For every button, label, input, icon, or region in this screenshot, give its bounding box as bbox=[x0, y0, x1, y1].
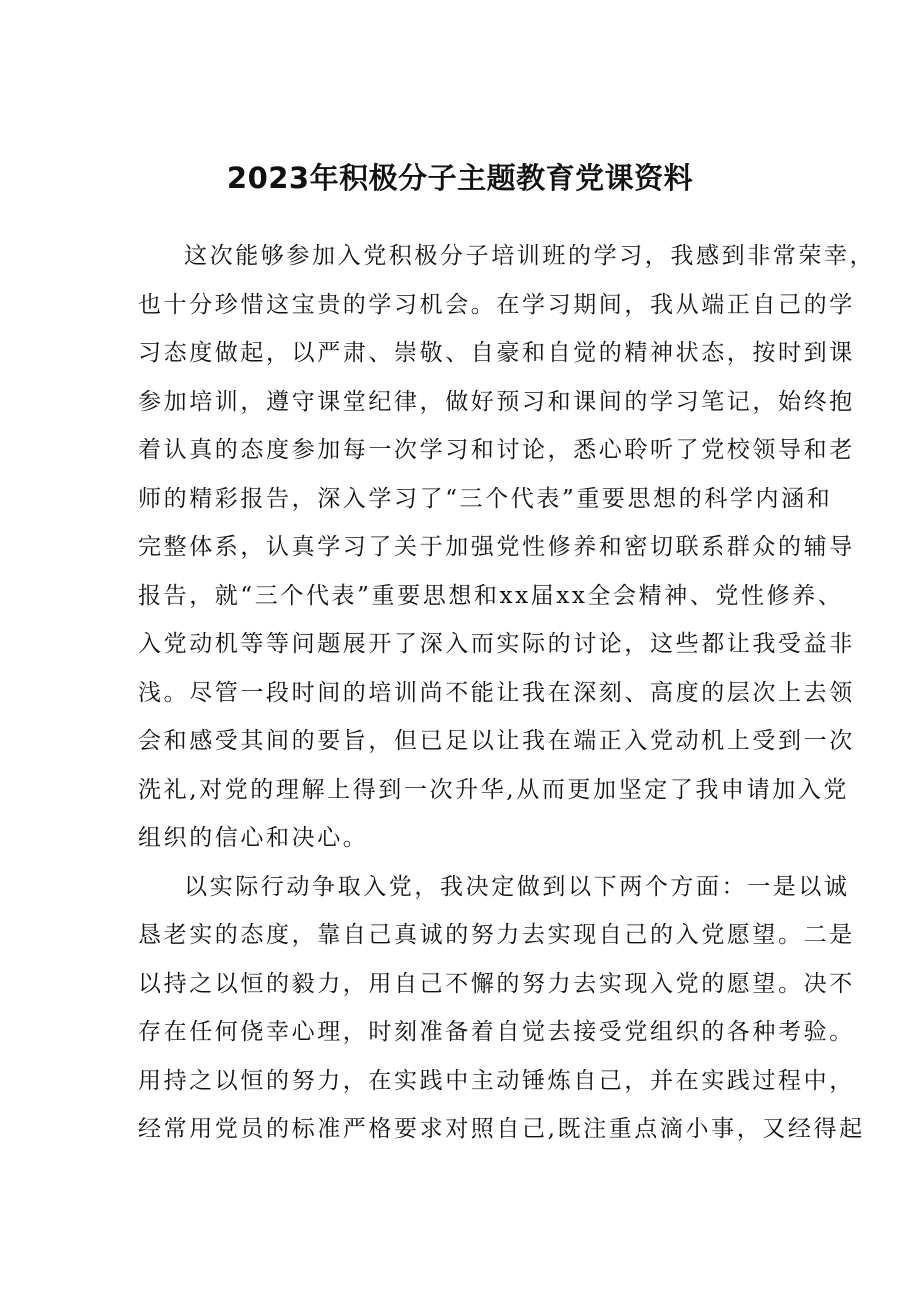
document-title: 2023年积极分子主题教育党课资料 bbox=[226, 161, 694, 195]
text-line: 师的精彩报告，深入学习了“三个代表”重要思想的科学内涵和 bbox=[138, 485, 833, 512]
text-line: 参加培训，遵守课堂纪律，做好预习和课间的学习笔记，始终抱 bbox=[138, 388, 855, 415]
text-line: 恳老实的态度，靠自己真诚的努力去实现自己的入党愿望。二是 bbox=[138, 922, 855, 948]
text-line: 习态度做起，以严肃、崇敬、自豪和自觉的精神状态，按时到课 bbox=[138, 340, 855, 366]
text-line: 这次能够参加入党积极分子培训班的学习，我感到非常荣幸， bbox=[184, 243, 876, 269]
paragraph-2 bbox=[138, 863, 865, 1154]
text-line: 用持之以恒的努力，在实践中主动锤炼自己，并在实践过程中， bbox=[138, 1067, 855, 1094]
text-line: 组织的信心和决心。 bbox=[138, 825, 369, 851]
text-line: 报告，就“三个代表”重要思想和xx届xx全会精神、党性修养、 bbox=[138, 582, 844, 609]
text-line: 也十分珍惜这宝贵的学习机会。在学习期间，我从端正自己的学 bbox=[138, 291, 855, 318]
text-line: 浅。尽管一段时间的培训尚不能让我在深刻、高度的层次上去领 bbox=[138, 679, 855, 706]
text-line: 着认真的态度参加每一次学习和讨论，悉心聆听了党校领导和老 bbox=[138, 437, 855, 463]
text-line: 经常用党员的标准严格要求对照自己,既注重点滴小事，又经得起 bbox=[138, 1116, 865, 1142]
text-line: 完整体系，认真学习了关于加强党性修养和密切联系群众的辅导 bbox=[138, 534, 855, 560]
paragraph-1 bbox=[138, 232, 876, 863]
text-line: 存在任何侥幸心理，时刻准备着自觉去接受党组织的各种考验。 bbox=[138, 1019, 855, 1045]
text-line: 洗礼,对党的理解上得到一次升华,从而更加坚定了我申请加入党 bbox=[138, 776, 850, 803]
text-line: 以持之以恒的毅力，用自己不懈的努力去实现入党的愿望。决不 bbox=[138, 970, 855, 997]
text-line: 会和感受其间的要旨，但已足以让我在端正入党动机上受到一次 bbox=[138, 728, 855, 754]
text-line: 以实际行动争取入党，我决定做到以下两个方面：一是以诚 bbox=[184, 873, 850, 900]
text-line: 入党动机等等问题展开了深入而实际的讨论，这些都让我受益非 bbox=[138, 631, 855, 657]
document-body bbox=[138, 232, 876, 1154]
